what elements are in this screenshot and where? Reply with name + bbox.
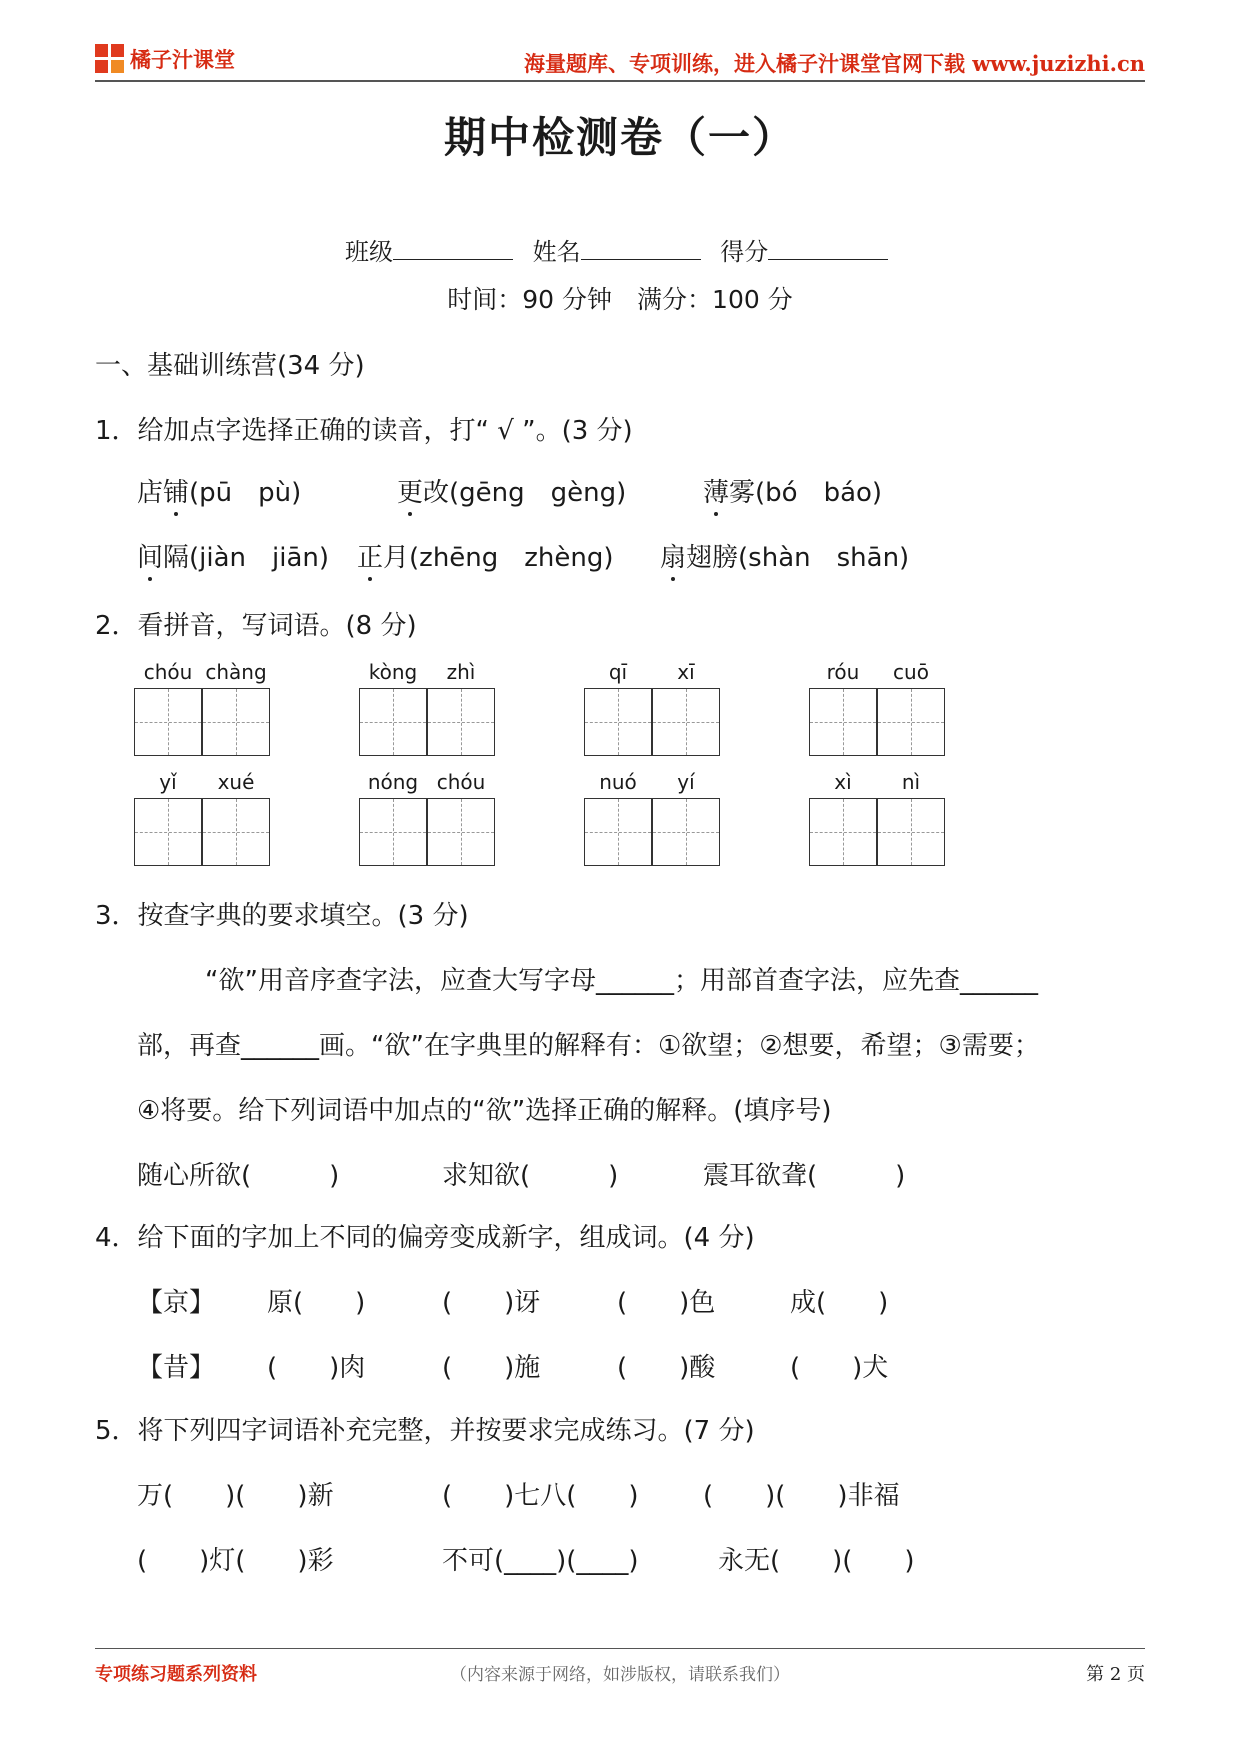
q5-title: 5．将下列四字词语补充完整，并按要求完成练习。(7 分)	[95, 1416, 755, 1446]
q4-item: ( )施	[442, 1353, 541, 1383]
pinyin-group: nóng chóu	[359, 770, 499, 840]
logo-text: 橘子汁课堂	[130, 47, 235, 72]
class-blank[interactable]	[393, 237, 513, 260]
q1-item: 店铺(pū pù)	[137, 472, 301, 509]
section-title: 一、基础训练营(34 分)	[95, 351, 365, 381]
pinyin-group: róu cuō	[809, 660, 949, 730]
tian-grid[interactable]	[134, 688, 202, 756]
score-label: 得分	[720, 238, 769, 266]
q1-item: 更改(gēng gèng)	[397, 472, 626, 509]
header-divider	[95, 80, 1145, 82]
q4-label: 【京】	[137, 1288, 216, 1318]
header-tagline[interactable]: 海量题库、专项训练，进入橘子汁课堂官网下载 www.juzizhi.cn	[523, 51, 1145, 76]
pinyin-group: kòng zhì	[359, 660, 499, 730]
q5-item: 万( )( )新	[137, 1481, 334, 1511]
pinyin-group: nuó yí	[584, 770, 724, 840]
tian-grid[interactable]	[202, 688, 270, 756]
tian-grid[interactable]	[359, 798, 427, 866]
pinyin-group: yǐ xué	[134, 770, 274, 840]
tian-grid[interactable]	[202, 798, 270, 866]
name-label: 姓名	[532, 238, 581, 266]
tian-grid[interactable]	[359, 688, 427, 756]
q3-item: 随心所欲( )	[137, 1161, 340, 1191]
q3-line: ④将要。给下列词语中加点的“欲”选择正确的解释。(填序号)	[137, 1096, 832, 1126]
q5-item: 不可(____)(____)	[442, 1546, 639, 1576]
q1-item: 扇翅膀(shàn shān)	[660, 537, 909, 574]
q3-line: 部，再查______画。“欲”在字典里的解释有：①欲望；②想要，希望；③需要；	[137, 1031, 1040, 1061]
tian-grid[interactable]	[652, 798, 720, 866]
q5-item: ( )灯( )彩	[137, 1546, 334, 1576]
tian-grid[interactable]	[134, 798, 202, 866]
tian-grid[interactable]	[427, 688, 495, 756]
class-label: 班级	[345, 238, 393, 266]
footer-divider	[95, 1648, 1145, 1649]
q1-item: 正月(zhēng zhèng)	[357, 537, 614, 574]
time-info: 时间：90 分钟 满分：100 分	[447, 285, 793, 314]
q3-item: 求知欲( )	[442, 1161, 619, 1191]
q4-title: 4．给下面的字加上不同的偏旁变成新字，组成词。(4 分)	[95, 1223, 755, 1253]
q4-item: ( )酸	[617, 1353, 716, 1383]
q3-item: 震耳欲聋( )	[703, 1161, 906, 1191]
q4-item: ( )肉	[267, 1353, 366, 1383]
q4-item: ( )讶	[442, 1288, 541, 1318]
q5-item: ( )七八( )	[442, 1481, 639, 1511]
tian-grid[interactable]	[877, 798, 945, 866]
q1-title: 1．给加点字选择正确的读音，打“ √ ”。(3 分)	[95, 416, 633, 446]
logo-icon	[95, 44, 125, 74]
q3-line: “欲”用音序查字法，应查大写字母______；用部首查字法，应先查______	[205, 966, 1038, 996]
q2-title: 2．看拼音，写词语。(8 分)	[95, 611, 417, 641]
q3-title: 3．按查字典的要求填空。(3 分)	[95, 901, 469, 931]
page-number: 第 2 页	[1086, 1664, 1145, 1685]
q1-item: 间隔(jiàn jiān)	[137, 537, 329, 574]
q4-item: 原( )	[267, 1288, 366, 1318]
footer-series: 专项练习题系列资料	[95, 1664, 257, 1685]
page-title: 期中检测卷（一）	[443, 113, 796, 162]
name-blank[interactable]	[581, 237, 701, 260]
tian-grid[interactable]	[809, 798, 877, 866]
tian-grid[interactable]	[584, 688, 652, 756]
q4-item: 成( )	[790, 1288, 889, 1318]
q5-item: ( )( )非福	[703, 1481, 900, 1511]
q1-item: 薄雾(bó báo)	[703, 472, 882, 509]
score-blank[interactable]	[768, 237, 888, 260]
tian-grid[interactable]	[877, 688, 945, 756]
pinyin-group: chóu chàng	[134, 660, 274, 730]
q4-item: ( )色	[617, 1288, 716, 1318]
q5-item: 永无( )( )	[718, 1546, 915, 1576]
tian-grid[interactable]	[809, 688, 877, 756]
pinyin-group: qī xī	[584, 660, 724, 730]
tian-grid[interactable]	[427, 798, 495, 866]
footer-notice: （内容来源于网络，如涉版权，请联系我们）	[450, 1665, 790, 1685]
q4-item: ( )犬	[790, 1353, 889, 1383]
tian-grid[interactable]	[584, 798, 652, 866]
q4-label: 【昔】	[137, 1353, 216, 1383]
tian-grid[interactable]	[652, 688, 720, 756]
pinyin-group: xì nì	[809, 770, 949, 840]
student-info	[345, 232, 888, 267]
